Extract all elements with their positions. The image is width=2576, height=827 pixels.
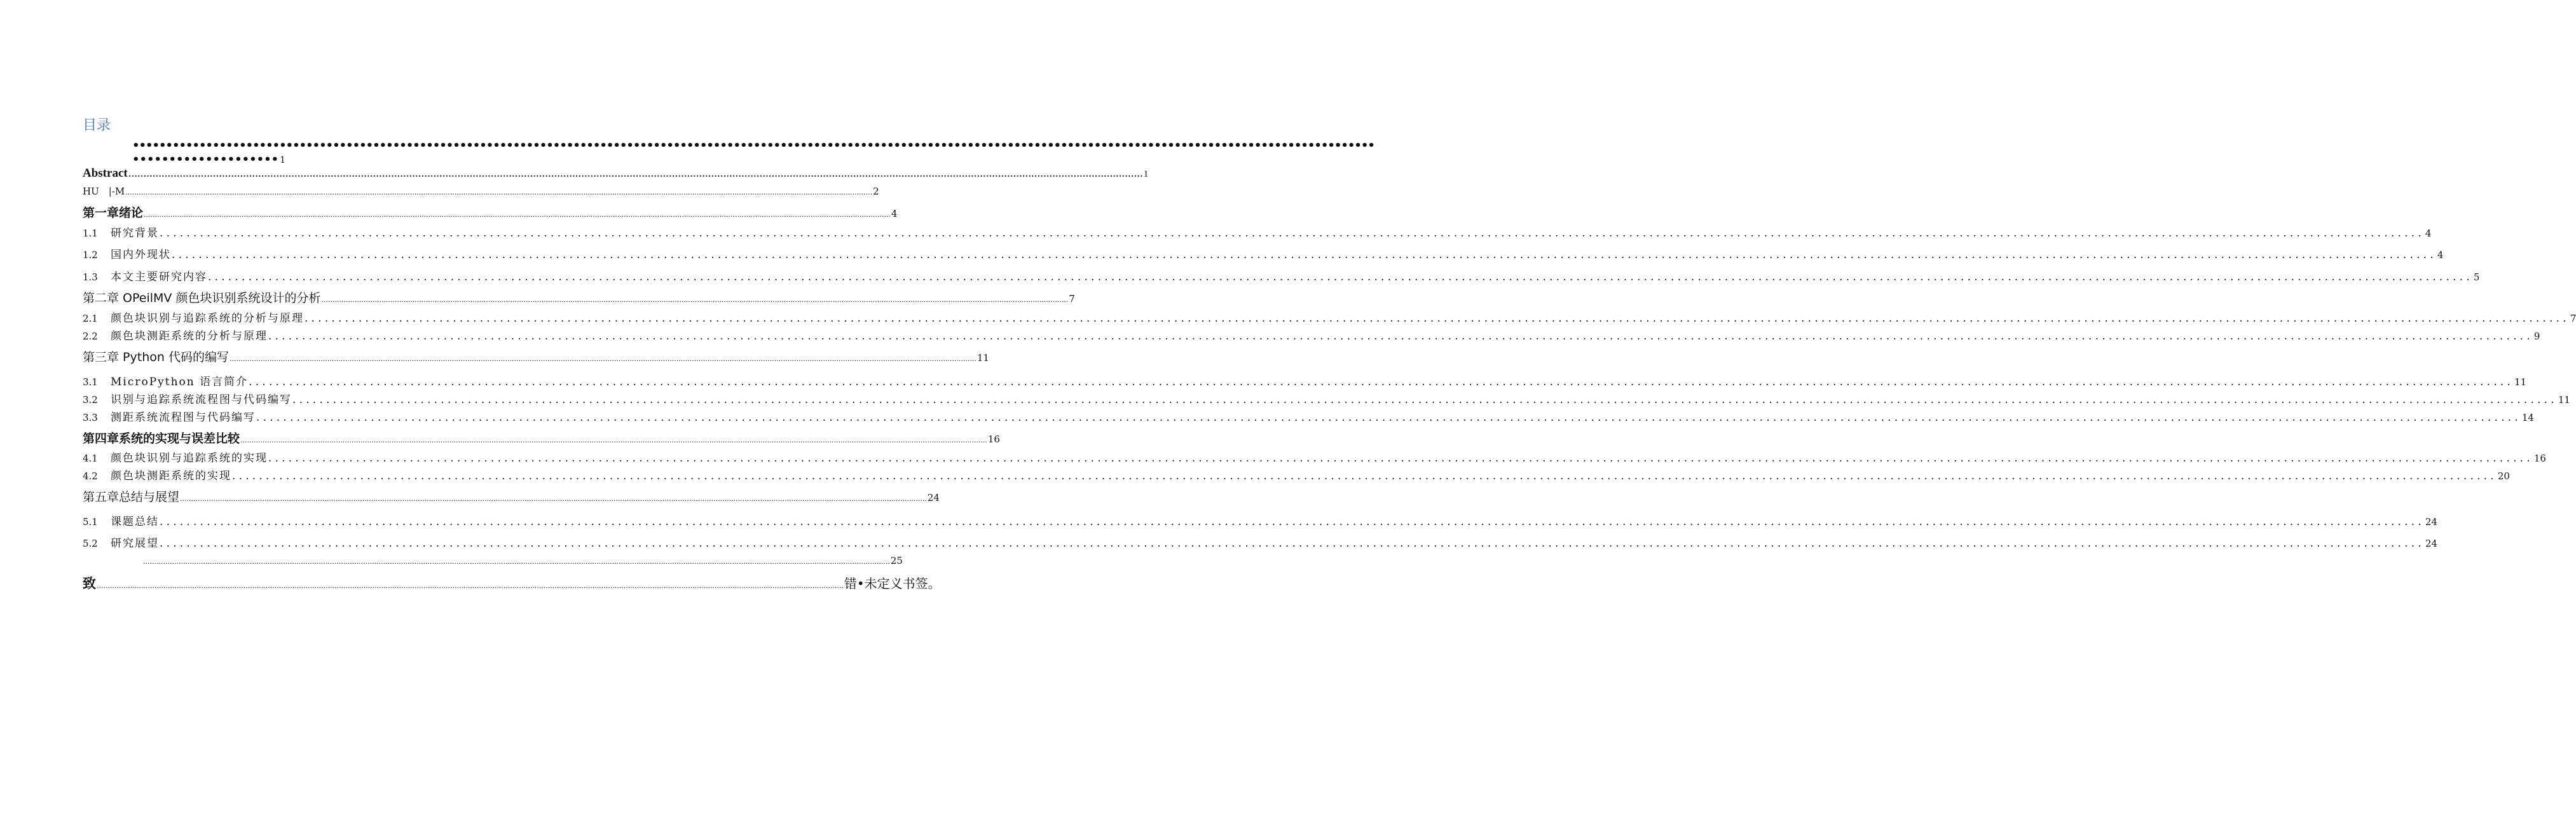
toc-entry-page: 24 — [2425, 538, 2437, 549]
toc-entry-page: 11 — [2514, 376, 2527, 388]
toc-entry-number: 5.1 — [83, 516, 98, 528]
toc-entry-label: 颜色块识别与追踪系统的实现 — [111, 452, 268, 465]
toc-entry-label: MicroPython 语言简介 — [111, 376, 249, 388]
toc-entry-page: 14 — [2521, 412, 2534, 423]
toc-leader — [249, 376, 2514, 388]
toc-entry-page: 20 — [2497, 470, 2510, 482]
toc-leader — [268, 452, 2533, 465]
toc-leader — [144, 206, 891, 220]
toc-entry-number: 5.2 — [83, 538, 98, 549]
toc-entry-section[interactable] — [83, 449, 2546, 465]
toc-entry-section[interactable] — [83, 390, 2570, 406]
toc-entry-section[interactable] — [83, 224, 2432, 240]
toc-entry-page: 4 — [2437, 249, 2444, 261]
toc-leader-line: •••••••••••••••••••• 1 — [132, 153, 286, 166]
toc-entry-chapter[interactable] — [83, 429, 1000, 446]
toc-entry-label: Abstract — [83, 167, 128, 180]
toc-entry-number: 4.2 — [83, 470, 98, 482]
toc-entry-page: 16 — [987, 434, 1000, 445]
toc-entry-label: HU |-M — [83, 186, 125, 197]
toc-entry-number: 4.1 — [83, 453, 98, 464]
toc-leader — [240, 432, 987, 446]
toc-leader — [172, 249, 2437, 261]
toc-entry-section[interactable] — [83, 512, 2437, 528]
toc-entry-section[interactable] — [83, 408, 2534, 424]
toc-entry-number: 3.3 — [83, 412, 98, 423]
toc-entry-page: 2 — [873, 186, 879, 197]
toc-entry-section[interactable] — [83, 245, 2444, 261]
toc-entry-label: 第三章 Python 代码的编写 — [83, 350, 229, 364]
toc-entry-label: 国内外现状 — [111, 249, 171, 261]
toc-leader — [292, 393, 2558, 406]
toc-entry-page: 4 — [891, 208, 898, 219]
toc-entry-page: 11 — [2558, 394, 2570, 406]
toc-leader — [160, 516, 2425, 528]
toc-entry-number: 3.1 — [83, 376, 98, 388]
toc-entry-label: 颜色块识别与追踪系统的分析与原理 — [111, 312, 304, 325]
toc-entry-section[interactable] — [83, 309, 2576, 325]
toc-entry-page: 24 — [2425, 516, 2437, 528]
toc-entry[interactable] — [142, 554, 903, 566]
toc-leader — [128, 167, 1143, 181]
toc-entry-number: 1.3 — [83, 271, 98, 283]
toc-leader — [268, 330, 2533, 343]
toc-entry-label: 研究展望 — [111, 537, 159, 550]
toc-entry-page: 1 — [1143, 169, 1149, 179]
toc-entry-label: 课题总结 — [111, 516, 159, 528]
toc-entry-page: 错•未定义书签。 — [844, 576, 941, 591]
toc-entry-chapter[interactable] — [83, 348, 989, 365]
toc-leader — [160, 227, 2425, 240]
toc-leader — [256, 411, 2521, 424]
toc-leader — [125, 186, 872, 197]
toc-entry-number: 2.1 — [83, 313, 98, 324]
toc-entry-section[interactable] — [83, 372, 2527, 388]
toc-entry-chapter[interactable] — [83, 488, 940, 505]
toc-entry-page: 11 — [976, 352, 989, 364]
toc-entry-page: 24 — [927, 492, 940, 503]
toc-entry[interactable] — [83, 573, 941, 592]
toc-entry-number: 2.2 — [83, 331, 98, 342]
toc-leader — [232, 470, 2497, 482]
toc-leader — [305, 312, 2570, 325]
toc-entry-label: 研究背景 — [111, 227, 159, 240]
toc-entry-page: 7 — [2570, 313, 2576, 324]
toc-entry-page: 7 — [1069, 293, 1075, 304]
toc-leader — [230, 350, 976, 364]
toc-leader — [143, 554, 890, 566]
toc-entry-page: 4 — [2425, 228, 2432, 239]
toc-leader — [180, 490, 927, 504]
toc-entry-number: 3.2 — [83, 394, 98, 406]
toc-entry-label: 第二章 OPeilMV 颜色块识别系统设计的分析 — [83, 291, 321, 305]
toc-leader — [97, 576, 844, 591]
toc-first-page: 1 — [280, 155, 286, 165]
toc-entry-chapter[interactable] — [83, 203, 898, 221]
toc-entry-number: 1.1 — [83, 228, 98, 239]
toc-entry-label: 致 — [83, 576, 96, 591]
toc-title: 目录 — [83, 118, 111, 133]
toc-entry-label: 第四章系统的实现与误差比较 — [83, 432, 240, 446]
toc-entry-section[interactable] — [83, 268, 2480, 284]
toc-entry-page: 25 — [890, 555, 903, 566]
toc-entry-section[interactable] — [83, 327, 2540, 343]
toc-leader — [160, 537, 2425, 550]
toc-entry-label: 颜色块测距系统的分析与原理 — [111, 330, 268, 343]
toc-entry-hu[interactable] — [83, 184, 879, 198]
toc-leader — [208, 271, 2473, 284]
toc-leader — [321, 291, 1068, 305]
toc-entry-label: 识别与追踪系统流程图与代码编写 — [111, 393, 292, 406]
toc-entry-page: 5 — [2473, 271, 2480, 283]
toc-entry-chapter[interactable] — [83, 289, 1075, 306]
toc-entry-section[interactable] — [83, 534, 2437, 550]
toc-entry-label: 本文主要研究内容 — [111, 271, 207, 284]
toc-entry-section[interactable] — [83, 467, 2510, 482]
toc-entry-label: 测距系统流程图与代码编写 — [111, 411, 256, 424]
toc-entry-page: 16 — [2533, 453, 2546, 464]
toc-entry-label: 颜色块测距系统的实现 — [111, 470, 231, 482]
toc-entry-label: 第五章总结与展望 — [83, 490, 180, 504]
toc-entry-abstract[interactable] — [83, 167, 1149, 181]
toc-leader-line: •••••••••••••••••••••••••••••••••••••••••••••••••••••••••••••••••••••••••••••••••••••••••••••••••••••••••••••••••••••••••••••••••••••••••••••••••••••••••••••••••••••••••••••••••••••••••• — [132, 139, 1374, 152]
toc-entry-number: 1.2 — [83, 249, 98, 261]
toc-entry-label: 第一章绪论 — [83, 206, 144, 220]
toc-entry-page: 9 — [2533, 331, 2540, 342]
